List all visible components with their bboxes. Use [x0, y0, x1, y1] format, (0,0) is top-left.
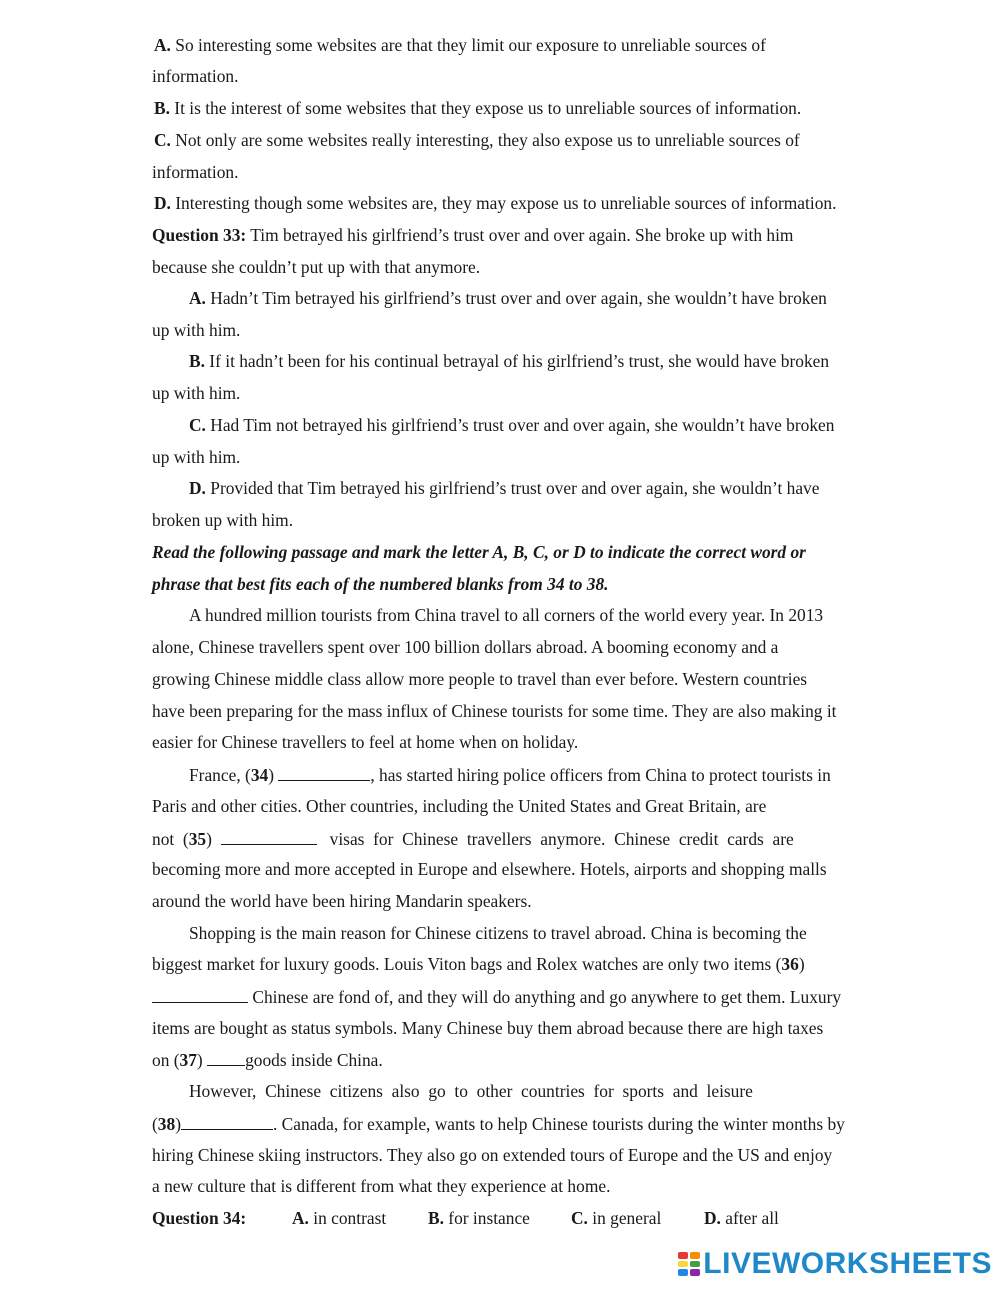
- logo-square: [678, 1252, 688, 1259]
- option-text: Had Tim not betrayed his girlfriend’s trust over and over again, she wouldn’t have broken: [205, 415, 835, 435]
- q32-option-b: [154, 97, 801, 119]
- q33-option-b: [189, 350, 829, 372]
- option-label: B.: [154, 98, 170, 118]
- q32-option-c-cont: information.: [152, 162, 239, 182]
- q34-option-d[interactable]: D. after all: [704, 1208, 779, 1228]
- passage-p3-line: biggest market for luxury goods. Louis Viton bags and Rolex watches are only two items (36): [152, 954, 805, 974]
- liveworksheets-logo[interactable]: [678, 1247, 992, 1281]
- q33-option-b-cont: up with him.: [152, 383, 241, 403]
- blank-34[interactable]: [278, 763, 370, 781]
- blank-35[interactable]: [221, 827, 317, 845]
- passage-p3-line: Shopping is the main reason for Chinese citizens to travel abroad. China is becoming the: [189, 923, 807, 943]
- passage-p2-line: around the world have been hiring Mandarin speakers.: [152, 891, 532, 911]
- question-text: Tim betrayed his girlfriend’s trust over and over again. She broke up with him: [246, 225, 794, 245]
- logo-text: LIVEWORKSHEETS: [703, 1247, 992, 1280]
- passage-p4-line: a new culture that is different from what they experience at home.: [152, 1176, 611, 1196]
- option-label: C.: [189, 415, 206, 435]
- logo-mark-icon: [678, 1252, 700, 1276]
- passage-p1-line: have been preparing for the mass influx of Chinese tourists for some time. They are also making it: [152, 701, 837, 721]
- q33-option-c-cont: up with him.: [152, 447, 241, 467]
- passage-p1-line: A hundred million tourists from China travel to all corners of the world every year. In 2013: [189, 605, 824, 625]
- q33-stem-cont: because she couldn’t put up with that anymore.: [152, 257, 481, 277]
- q34-option-b[interactable]: B. for instance: [428, 1208, 530, 1228]
- logo-square: [678, 1261, 688, 1268]
- blank-number-34: 34: [250, 765, 269, 785]
- blank-number-36: 36: [781, 954, 799, 974]
- blank-number-38: 38: [157, 1114, 176, 1134]
- q33-option-d: [189, 477, 819, 499]
- q32-option-a: [154, 34, 766, 56]
- blank-37[interactable]: [207, 1048, 245, 1066]
- option-text: Hadn’t Tim betrayed his girlfriend’s trust over and over again, she wouldn’t have broken: [205, 288, 827, 308]
- passage-p2-line: France, (34) , has started hiring police officers from China to protect tourists in: [189, 765, 831, 785]
- q33-stem: [152, 224, 793, 246]
- q32-option-c: [154, 129, 800, 151]
- passage-p3-line: Chinese are fond of, and they will do anything and go anywhere to get them. Luxury: [152, 985, 841, 1008]
- passage-p3-line: on (37) goods inside China.: [152, 1050, 383, 1070]
- option-label: A.: [154, 35, 171, 55]
- passage-p2-line: Paris and other cities. Other countries, including the United States and Great Britain, are: [152, 796, 767, 816]
- passage-p3-line: items are bought as status symbols. Many Chinese buy them abroad because there are high taxes: [152, 1018, 824, 1038]
- logo-square: [690, 1252, 700, 1259]
- q34-option-c[interactable]: C. in general: [571, 1208, 662, 1228]
- blank-number-37: 37: [179, 1050, 197, 1070]
- q32-option-d: [154, 192, 836, 214]
- option-text: It is the interest of some websites that they expose us to unreliable sources of information.: [169, 98, 802, 118]
- option-label: A.: [189, 288, 206, 308]
- q33-option-c: [189, 414, 834, 436]
- option-text: Not only are some websites really interesting, they also expose us to unreliable sources of: [170, 130, 800, 150]
- option-text: So interesting some websites are that they limit our exposure to unreliable sources of: [170, 35, 766, 55]
- instructions-line-1: Read the following passage and mark the letter A, B, C, or D to indicate the correct word or: [152, 542, 806, 562]
- instructions-line-2: phrase that best fits each of the numbered blanks from 34 to 38.: [152, 574, 609, 594]
- q33-option-a-cont: up with him.: [152, 320, 241, 340]
- q33-option-a: [189, 287, 879, 309]
- passage-p2-line: not (35) visas for Chinese travellers anymore. Chinese credit cards are: [152, 829, 794, 849]
- q33-option-d-cont: broken up with him.: [152, 510, 294, 530]
- passage-p4-line: (38) . Canada, for example, wants to help Chinese tourists during the winter months by: [152, 1114, 845, 1134]
- option-label: D.: [189, 478, 206, 498]
- option-text: Provided that Tim betrayed his girlfriend’s trust over and over again, she wouldn’t have: [205, 478, 820, 498]
- option-label: C.: [154, 130, 171, 150]
- question-label: Question 33:: [152, 225, 247, 245]
- blank-36[interactable]: [152, 985, 248, 1003]
- q34-option-a[interactable]: A. in contrast: [292, 1208, 387, 1228]
- passage-p1-line: easier for Chinese travellers to feel at home when on holiday.: [152, 732, 579, 752]
- logo-square: [690, 1269, 700, 1276]
- logo-square: [690, 1261, 700, 1268]
- passage-p4-line: However, Chinese citizens also go to other countries for sports and leisure: [189, 1081, 753, 1101]
- option-text: If it hadn’t been for his continual betrayal of his girlfriend’s trust, she would have broken: [204, 351, 830, 371]
- passage-p1-line: alone, Chinese travellers spent over 100 billion dollars abroad. A booming economy and a: [152, 637, 779, 657]
- option-text: Interesting though some websites are, they may expose us to unreliable sources of information.: [170, 193, 837, 213]
- passage-p2-line: becoming more and more accepted in Europe and elsewhere. Hotels, airports and shopping malls: [152, 859, 827, 879]
- q32-option-a-cont: information.: [152, 66, 239, 86]
- q34-label: Question 34:: [152, 1208, 247, 1228]
- blank-38[interactable]: [181, 1112, 273, 1130]
- option-label: B.: [189, 351, 205, 371]
- passage-p1-line: growing Chinese middle class allow more people to travel than ever before. Western countries: [152, 669, 808, 689]
- logo-square: [678, 1269, 688, 1276]
- option-label: D.: [154, 193, 171, 213]
- passage-p4-line: hiring Chinese skiing instructors. They also go on extended tours of Europe and the US and enjoy: [152, 1145, 833, 1165]
- blank-number-35: 35: [188, 829, 207, 849]
